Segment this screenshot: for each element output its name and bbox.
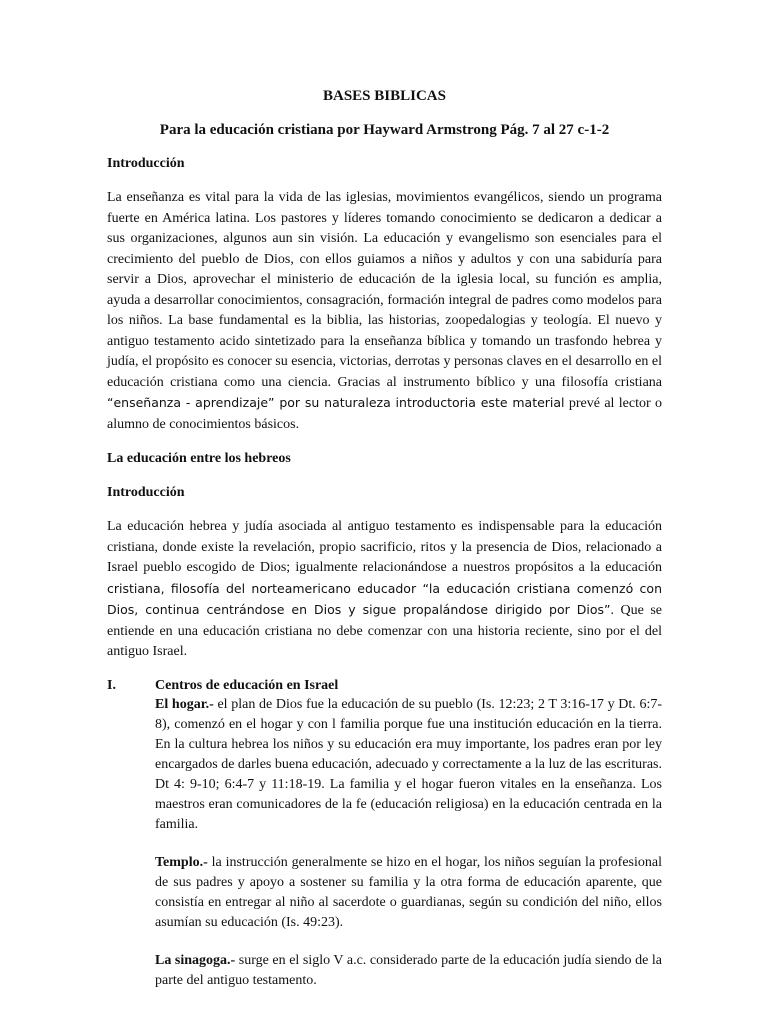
intro-paragraph-text: La enseñanza es vital para la vida de las iglesias, movimientos evangélicos, siendo un programa fuerte en América latina. Los pastores y líderes tomando conocimiento se dedicaron a dedicar a sus organizaciones, algunos aun sin visión. La educación y evangelismo son esenciales para el crecimiento del pueblo de Dios, con ellos guiamos a niños y adultos y con una sabiduría para servir a Dios, aprovechar el ministerio de educación de la iglesia local, su función es amplia, ayuda a desarrollar conocimientos, consagración, formación integral de padres como modelos para los niños. La base fundamental es la biblia, las historias, zoopedalogias y teología. El nuevo y antiguo testamento acido sintetizado para la enseñanza bíblica y tomando un trasfondo hebrea y judía, el propósito es conocer su esencia, victorias, derrotas y personas claves en el desarrollo en el educación cristiana como una ciencia. Gracias al instrumento bíblico y una filosofía cristiana xyxy=(107,190,662,390)
document-title: BASES BIBLICAS xyxy=(323,88,446,104)
hebrews-paragraph xyxy=(107,517,662,663)
subsection-hogar-label: El hogar.- xyxy=(155,696,214,712)
intro-paragraph xyxy=(107,188,662,435)
hebrews-paragraph-mid: . Que se entiende en una educación xyxy=(107,603,662,639)
subsection-sinagoga xyxy=(155,951,662,991)
subsection-sinagoga-text: surge en el siglo V a.c. considerado parte de la educación judía siendo de la parte del antiguo testamento. xyxy=(155,952,662,988)
hebrews-paragraph-text: La educación hebrea y judía asociada al antiguo testamento es indispensable para la educación cristiana, donde existe la revelación, propio sacrificio, ritos y la presencia de Dios, relacionado a Israel pueblo escogido de Dios; igualmente relacionándose a nuestros propósitos a la educación xyxy=(107,519,662,575)
intro-paragraph-quote: “enseñanza - aprendizaje” por su naturaleza introductoria este material xyxy=(107,395,565,410)
hebrews-paragraph-end: cristiana no debe comenzar con una historia reciente, sino por el del antiguo Israel. xyxy=(107,623,663,659)
section-number: I. xyxy=(107,677,116,693)
hebrews-heading: La educación entre los hebreos xyxy=(107,451,291,466)
section-centros xyxy=(107,677,662,991)
subsection-sinagoga-label: La sinagoga.- xyxy=(155,952,236,968)
subsection-hogar-text: el plan de Dios fue la educación de su pueblo (Is. 12:23; 2 T 3:16-17 y Dt. 6:7-8), comenzó en el hogar y con l familia porque fue una institución educación en la tierra. En la cultura hebrea los niños y su educación era muy importante, los padres eran por ley encargados de darles buena educación, adecuado y correctamente a la luz de las escrituras. Dt 4: 9-10; 6:4-7 y 11:18-19. La familia y el hogar fueron vitales en la enseñanza. Los maestros eran comunicadores de la fe (educación religiosa) en la educación centrada en la familia. xyxy=(155,696,662,832)
section-title: Centros de educación en Israel xyxy=(155,677,339,693)
subsection-templo xyxy=(155,853,662,933)
document-page xyxy=(107,86,662,1009)
subsection-templo-label: Templo.- xyxy=(155,854,208,870)
document-subtitle: Para la educación cristiana por Hayward Armstrong Pág. 7 al 27 c-1-2 xyxy=(159,122,610,138)
subsection-templo-text: la instrucción generalmente se hizo en el hogar, los niños seguían la profesional de sus padres y apoyo a sostener su familia y la otra forma de educación aparente, que consistía en entregar al niño al sacerdote o guardianas, según su condición del niño, ellos asumían su educación (Is. 49:23). xyxy=(155,854,662,930)
hebrews-paragraph-quote: cristiana, filosofía del norteamericano educador “la educación cristiana comenzó con Dios, continua centrándose en Dios y sigue propalándose dirigido por Dios” xyxy=(107,580,662,617)
intro-heading: Introducción xyxy=(107,156,185,171)
intro-paragraph-end: prevé al lector o alumno de conocimientos básicos. xyxy=(107,396,662,432)
hebrews-intro-heading: Introducción xyxy=(107,485,185,500)
subsection-hogar xyxy=(155,695,662,835)
